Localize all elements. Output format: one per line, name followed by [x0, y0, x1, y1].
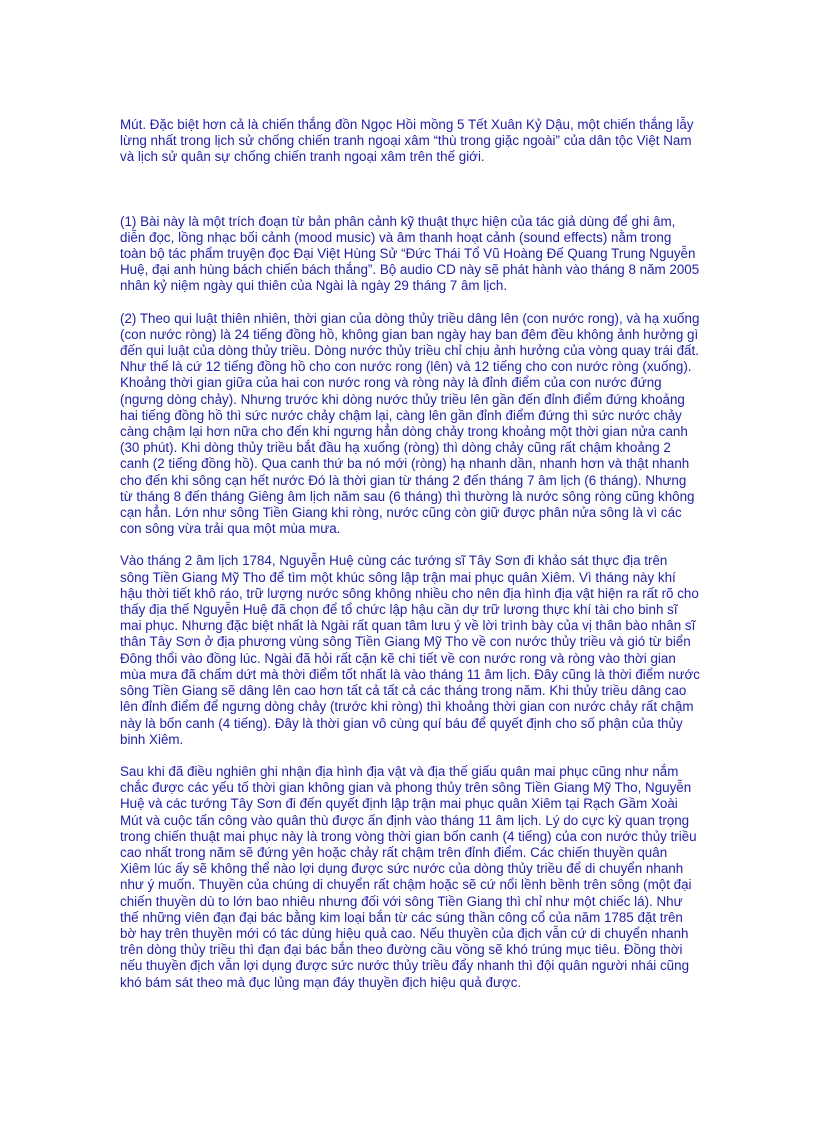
paragraph-body-2: Sau khi đã điều nghiên ghi nhận địa hình địa vật và địa thế giấu quân mai phục cũng như nắm chắc được các yếu tố thời gian không gian và phong thủy trên sông Tiền Giang Mỹ Tho, Nguyễn Huệ và các tướng Tây Sơn đi đến quyết định lập trận mai phục quân Xiêm tại Rạch Gầm Xoài Mút và cuộc tấn công vào quân thù được ấn định vào tháng 11 âm lịch. Lý do cực kỳ quan trọng trong chiến thuật mai phục này là trong vòng thời gian bốn canh (4 tiếng) của con nước thủy triều cao nhất trong năm sẽ đứng yên hoặc chảy rất chậm trên đỉnh điểm. Các chiến thuyền quân Xiêm lúc ấy sẽ không thể nào lợi dụng được sức nước của dòng thủy triều để di chuyển nhanh như ý muốn. Thuyền của chúng di chuyển rất chậm hoặc sẽ cứ nổi lềnh bềnh trên sông (một đại chiến thuyền dù to lớn bao nhiêu nhưng đối với sông Tiền Giang thì chỉ như một chiếc lá). Như thế những viên đạn đại bác bằng kim loại bắn từ các súng thần công cổ của năm 1785 đặt trên bờ hay trên thuyền mới có tác dùng hiệu quả cao. Nếu thuyền của địch vẫn cứ di chuyển nhanh trên dòng thủy triều thì đạn đại bác bắn theo đường cầu vồng sẽ khó trúng mục tiêu. Đồng thời nếu thuyền địch vẫn lợi dụng được sức nước thủy triều đẩy nhanh thì đội quân người nhái cũng khó bám sát theo mà đục lủng mạn đáy thuyền địch hiệu quả được.: [120, 763, 697, 990]
footnote-1: (1) Bài này là một trích đoạn từ bản phân cảnh kỹ thuật thực hiện của tác giả dùng để ghi âm, diễn đọc, lồng nhạc bối cảnh (mood music) và âm thanh hoạt cảnh (sound effects) nằm trong toàn bộ tác phẩm truyện đọc Đại Việt Hùng Sử “Đức Thái Tổ Vũ Hoàng Đế Quang Trung Nguyễn Huệ, đại anh hùng bách chiến bách thắng”. Bộ audio CD này sẽ phát hành vào tháng 8 năm 2005 nhân kỷ niệm ngày qui thiên của Ngài là ngày 29 tháng 7 âm lịch.: [120, 213, 700, 294]
document-body: [120, 117, 700, 991]
footnote-2: (2) Theo qui luật thiên nhiên, thời gian của dòng thủy triều dâng lên (con nước rong), và hạ xuống (con nước ròng) là 24 tiếng đồng hồ, không gian ban ngày hay ban đêm đều không ảnh hưởng gì đến qui luật của dòng thủy triều. Dòng nước thủy triều chỉ chịu ảnh hưởng của vòng quay trái đất. Như thế là cứ 12 tiếng đồng hồ cho con nước rong (lên) và 12 tiếng cho con nước ròng (xuống). Khoảng thời gian giữa của hai con nước rong và ròng này là đỉnh điểm của con nước đứng (ngưng dòng chảy). Nhưng trước khi dòng nước thủy triều lên gần đến đỉnh điểm đứng khoảng hai tiếng đồng hồ thì sức nước chảy chậm lại, càng lên gần đỉnh điểm đứng thì sức nước chảy càng chậm lại hơn nữa cho đến khi ngưng hẳn dòng chảy trong khoảng một thời gian nửa canh (30 phút). Khi dòng thủy triều bắt đầu hạ xuống (ròng) thì dòng chảy cũng rất chậm khoảng 2 canh (2 tiếng đồng hồ). Qua canh thứ ba nó mới (ròng) hạ nhanh dần, nhanh hơn và thật nhanh cho đến khi sông cạn hết nước Đó là thời gian từ tháng 2 đến tháng 7 âm lịch (6 tháng). Nhưng từ tháng 8 đến tháng Giêng âm lịch năm sau (6 tháng) thì thường là nước sông ròng cũng không cạn hẳn. Lớn như sông Tiền Giang khi ròng, nước cũng còn giữ được phân nửa sông là vì các con sông vừa trải qua một mùa mưa.: [120, 310, 700, 537]
paragraph-body-1: Vào tháng 2 âm lịch 1784, Nguyễn Huệ cùng các tướng sĩ Tây Sơn đi khảo sát thực địa trên sông Tiền Giang Mỹ Tho để tìm một khúc sông lập trận mai phục quân Xiêm. Vì tháng này khí hậu thời tiết khô ráo, trữ lượng nước sông không nhiều cho nên địa hình địa vật hiện ra rất rõ cho thấy địa thế Nguyễn Huệ đã chọn để tổ chức lập hậu cần dự trữ lương thực khí tài cho binh sĩ mai phục. Nhưng đặc biệt nhất là Ngài rất quan tâm lưu ý về lời trình bày của vị thân bào nhân sĩ thân Tây Sơn ở địa phương vùng sông Tiền Giang Mỹ Tho về con nước thủy triều và gió từ biển Đông thổi vào đồng lúc. Ngài đã hỏi rất cặn kẽ chi tiết về con nước rong và ròng vào thời gian mùa mưa đã chấm dứt mà thời điểm tốt nhất là vào tháng 11 âm lịch. Đây cũng là thời điểm nước sông Tiền Giang sẽ dâng lên cao hơn tất cả tất cả các tháng trong năm. Khi thủy triều dâng cao lên đỉnh điểm để ngưng dòng chảy (trước khi ròng) thì khoảng thời gian con nước chảy rất chậm này là bốn canh (4 tiếng). Đây là thời gian vô cùng quí báu để quyết định cho số phận của thủy binh Xiêm.: [120, 553, 700, 747]
paragraph-intro: Mút. Đặc biệt hơn cả là chiến thắng đồn Ngọc Hồi mồng 5 Tết Xuân Kỷ Dậu, một chiến thắng lẫy lừng nhất trong lịch sử chống chiến tranh ngoại xâm “thù trong giặc ngoài” của dân tộc Việt Nam và lịch sử quân sự chống chiến tranh ngoại xâm trên thế giới.: [120, 117, 694, 165]
